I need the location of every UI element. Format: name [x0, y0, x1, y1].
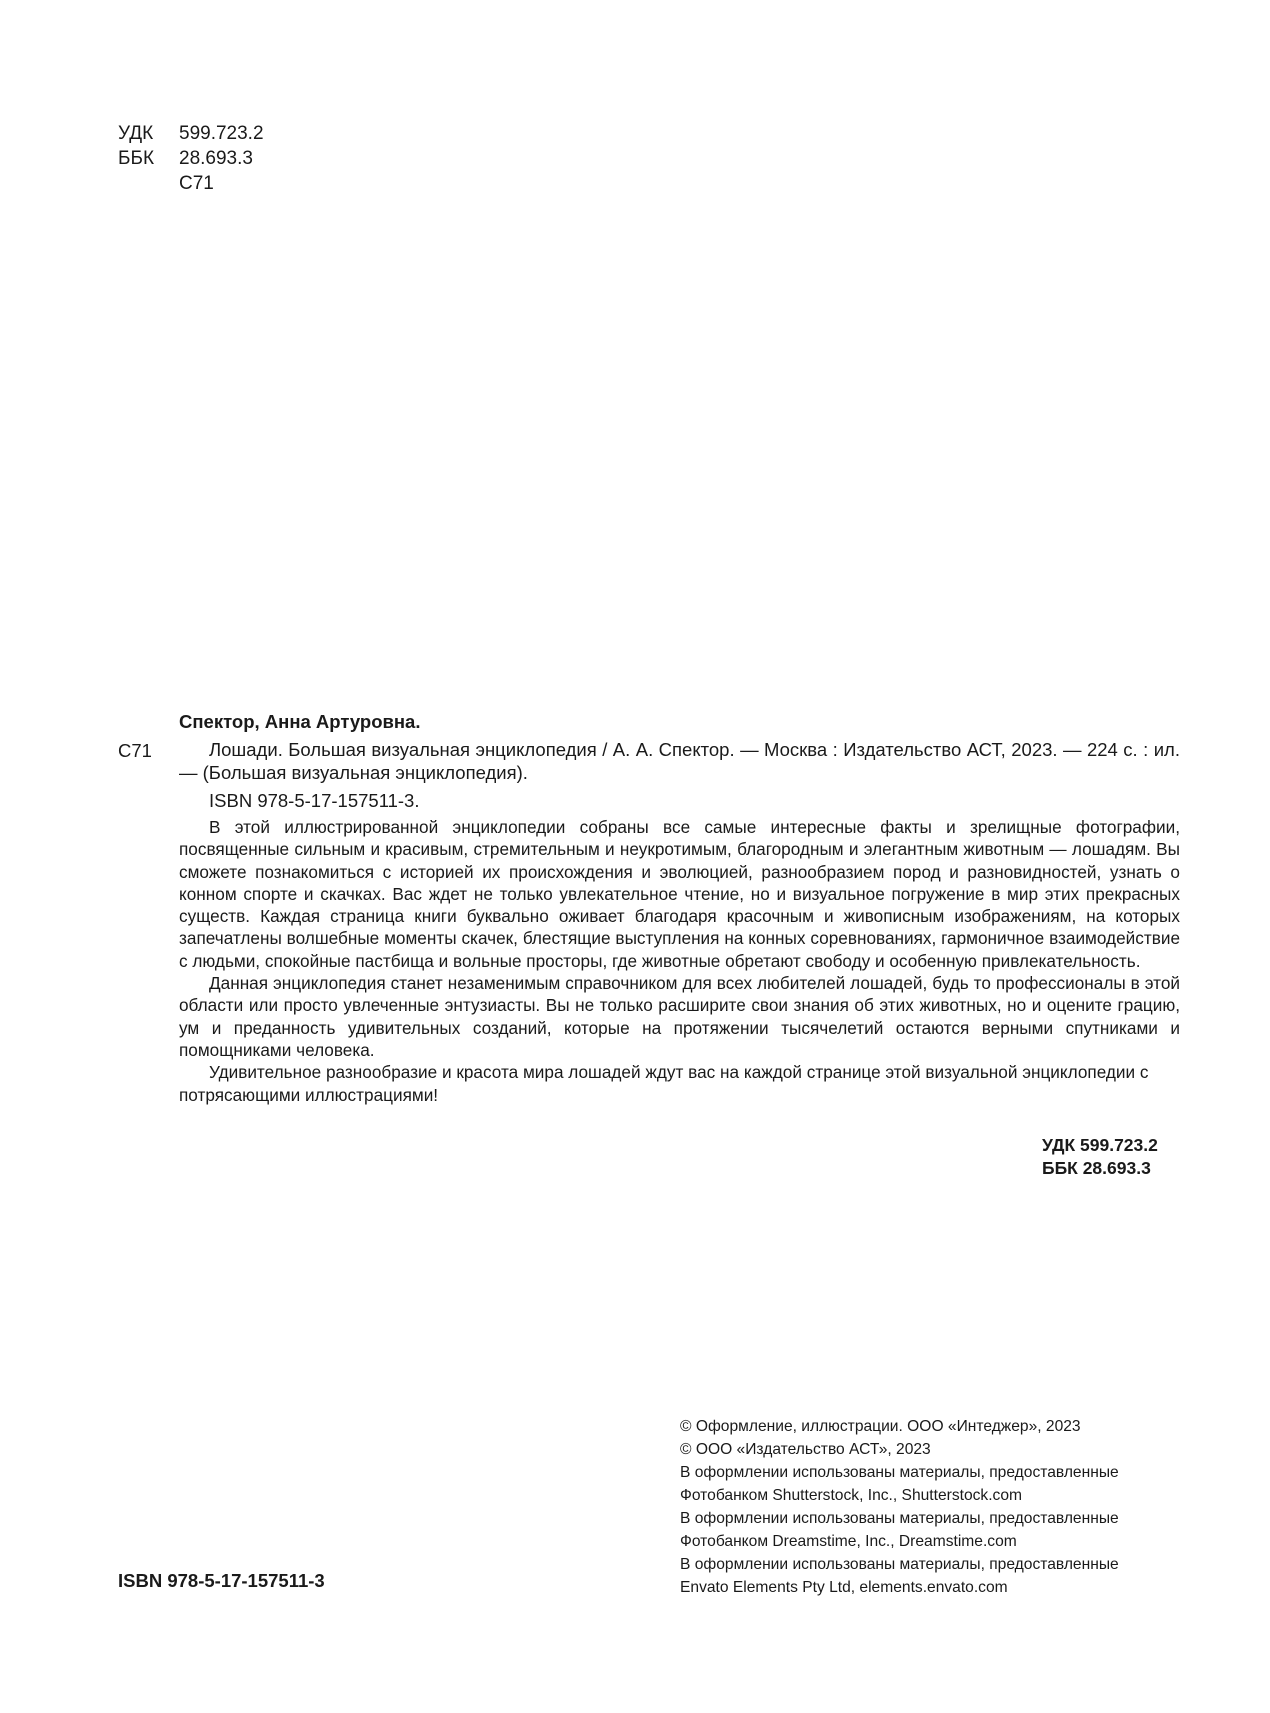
bibliographic-record: [179, 738, 1180, 1106]
credit-line: © Оформление, иллюстрации. ООО «Интеджер», 2023: [680, 1418, 1081, 1435]
record-bbk: ББК 28.693.3: [1042, 1158, 1151, 1178]
credit-line: Фотобанком Shutterstock, Inc., Shutterstock.com: [680, 1487, 1023, 1504]
classification-value: 599.723.2: [179, 123, 264, 144]
record-udk: УДК 599.723.2: [1042, 1135, 1158, 1155]
credit-line: В оформлении использованы материалы, предоставленные: [680, 1556, 1119, 1573]
classification-label: УДК: [118, 123, 154, 144]
credit-line: В оформлении использованы материалы, предоставленные: [680, 1464, 1119, 1481]
record-codes: [1042, 1134, 1158, 1180]
record-isbn: ISBN 978-5-17-157511-3.: [209, 790, 420, 811]
credit-line: В оформлении использованы материалы, предоставленные: [680, 1510, 1119, 1527]
classification-row: [118, 171, 264, 196]
classification-row: [118, 146, 264, 171]
classification-value: С71: [179, 173, 214, 194]
classification-value: 28.693.3: [179, 148, 253, 169]
record-author: Спектор, Анна Артуровна.: [179, 711, 421, 732]
credits-block: [680, 1416, 1119, 1600]
annotation-paragraph: Удивительное разнообразие и красота мира лошадей ждут вас на каждой странице этой визуальной энциклопедии с потрясающими иллюстрациями!: [179, 1062, 1149, 1105]
classification-label: [118, 171, 179, 196]
credit-line: Фотобанком Dreamstime, Inc., Dreamstime.com: [680, 1533, 1017, 1550]
isbn-bottom: ISBN 978-5-17-157511-3: [118, 1570, 325, 1591]
record-title: Лошади. Большая визуальная энциклопедия / А. А. Спектор. — Москва : Издательство АСТ, 2023. — 224 с. : ил. — (Большая визуальная энциклопедия).: [179, 739, 1180, 783]
classification-block: [118, 121, 264, 196]
annotation-paragraph: Данная энциклопедия станет незаменимым справочником для всех любителей лошадей, будь то профессионалы в этой области или просто увлеченные энтузиасты. Вы не только расширите свои знания об этих животных, но и оцените грацию, ум и преданность удивительных созданий, которые на протяжении тысячелетий остаются верными спутниками и помощниками человека.: [179, 973, 1180, 1060]
classification-row: [118, 121, 264, 146]
annotation-paragraph: В этой иллюстрированной энциклопедии собраны все самые интересные факты и зрелищные фотографии, посвященные сильным и красивым, стремительным и неукротимым, благородным и элегантным животным — лошадям. Вы сможете познакомиться с историей их происхождения и эволюцией, разнообразием пород и разновидностей, узнать о конном спорте и скачках. Вас ждет не только увлекательное чтение, но и визуальное погружение в мир этих прекрасных существ. Каждая страница книги буквально оживает благодаря красочным и живописным изображениям, на которых запечатлены волшебные моменты скачек, блестящие выступления на конных соревнованиях, гармоничное взаимодействие с людьми, спокойные пастбища и вольные просторы, где животные обретают свободу и особенную привлекательность.: [179, 817, 1180, 971]
annotation: [179, 816, 1180, 1106]
classification-label: ББК: [118, 148, 155, 169]
credit-line: Envato Elements Pty Ltd, elements.envato.com: [680, 1579, 1008, 1596]
record-code: С71: [118, 740, 152, 761]
credit-line: © ООО «Издательство АСТ», 2023: [680, 1441, 931, 1458]
